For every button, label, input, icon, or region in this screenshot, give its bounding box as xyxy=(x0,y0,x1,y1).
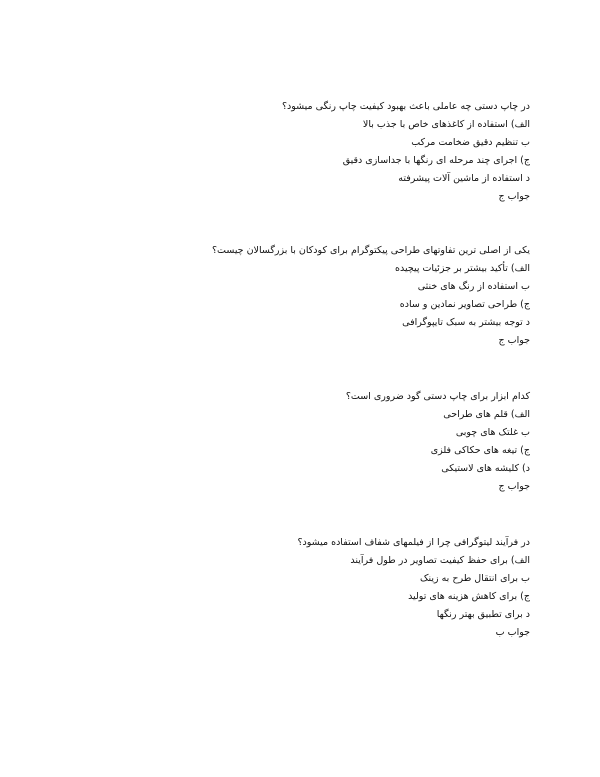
option-d: د استفاده از ماشین آلات پیشرفته xyxy=(398,173,530,184)
option-d: د) کلیشه های لاستیکی xyxy=(441,463,530,474)
option-a: الف) قلم های طراحی xyxy=(443,409,530,420)
answer-text: جواب ج xyxy=(498,191,530,202)
option-a: الف) تأکید بیشتر بر جزئیات پیچیده xyxy=(394,263,530,274)
option-d: د توجه بیشتر به سبک تایپوگرافی xyxy=(402,317,530,328)
question-text: کدام ابزار برای چاپ دستی گود ضروری است؟ xyxy=(345,391,530,402)
option-b: ب برای انتقال طرح به زینک xyxy=(419,573,530,584)
question-block-4 xyxy=(170,534,530,642)
question-text: در چاپ دستی چه عاملی باعث بهبود کیفیت چاپ رنگی میشود؟ xyxy=(281,101,530,112)
answer-text: جواب ج xyxy=(498,335,530,346)
question-block-1 xyxy=(170,98,530,206)
question-block-2 xyxy=(170,242,530,350)
option-b: ب تنظیم دقیق ضخامت مرکب xyxy=(411,137,530,148)
option-a: الف) استفاده از کاغذهای خاص با جذب بالا xyxy=(362,119,530,130)
option-a: الف) برای حفظ کیفیت تصاویر در طول فرآیند xyxy=(350,555,530,566)
option-b: ب غلتک های چوبی xyxy=(455,427,530,438)
answer-text: جواب ج xyxy=(498,481,530,492)
answer-text: جواب ب xyxy=(495,627,530,638)
option-c: ج) برای کاهش هزینه های تولید xyxy=(408,591,530,602)
option-c: ج) تیغه های حکاکی فلزی xyxy=(430,445,530,456)
option-c: ج) اجرای چند مرحله ای رنگها با جداسازی دقیق xyxy=(342,155,530,166)
question-text: یکی از اصلی ترین تفاوتهای طراحی پیکتوگرام برای کودکان با بزرگسالان چیست؟ xyxy=(211,245,530,256)
option-b: ب استفاده از رنگ های خنثی xyxy=(417,281,530,292)
option-d: د برای تطبیق بهتر رنگها xyxy=(436,609,530,620)
question-text: در فرآیند لیتوگرافی چرا از فیلمهای شفاف استفاده میشود؟ xyxy=(297,537,530,548)
option-c: ج) طراحی تصاویر نمادین و ساده xyxy=(399,299,530,310)
question-block-3 xyxy=(170,388,530,496)
